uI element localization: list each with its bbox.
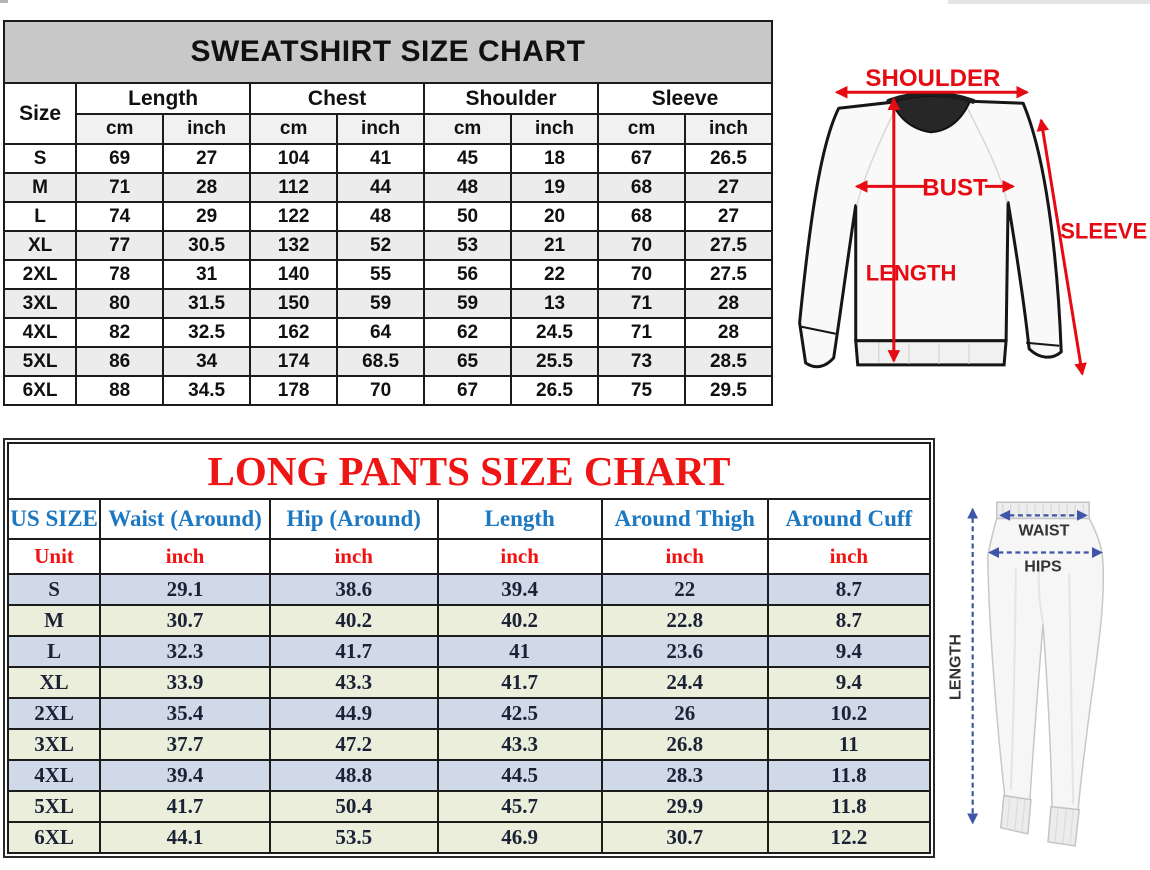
measurement-value: 41 [337,144,424,173]
size-label: XL [4,231,76,260]
measurement-value: 43.3 [270,667,438,698]
measurement-value: 11 [768,729,930,760]
measurement-value: 56 [424,260,511,289]
measurement-value: 67 [424,376,511,405]
measurement-value: 70 [337,376,424,405]
measurement-value: 52 [337,231,424,260]
sweatshirt-table-row [4,318,772,347]
measurement-value: 37.7 [100,729,270,760]
us-size-column-header: US SIZE [8,499,100,539]
measurement-value: 27 [685,202,772,231]
size-label: M [4,173,76,202]
measurement-value: 44.9 [270,698,438,729]
sweatshirt-illustration [788,2,1150,428]
pants-table-row [8,729,930,760]
size-label: 4XL [4,318,76,347]
measurement-value: 48 [337,202,424,231]
measurement-value: 150 [250,289,337,318]
measurement-value: 32.3 [100,636,270,667]
measurement-value: 28.5 [685,347,772,376]
measurement-value: 33.9 [100,667,270,698]
measurement-value: 23.6 [602,636,768,667]
size-label: 4XL [8,760,100,791]
measurement-value: 30.7 [602,822,768,853]
measurement-value: 29.5 [685,376,772,405]
unit-header: inch [511,114,598,144]
sweatshirt-table-row [4,173,772,202]
measurement-value: 22 [602,574,768,605]
sweatshirt-size-chart-table [3,20,773,406]
measurement-value: 42.5 [438,698,602,729]
measurement-value: 34.5 [163,376,250,405]
pants-table-row [8,605,930,636]
pants-table-row [8,760,930,791]
sweatshirt-table-row [4,260,772,289]
unit-header: cm [250,114,337,144]
size-label: 5XL [4,347,76,376]
pants-title-row [8,443,930,499]
measurement-value: 47.2 [270,729,438,760]
measurement-value: 11.8 [768,791,930,822]
measurement-value: 140 [250,260,337,289]
sweatshirt-unit-header-row [4,114,772,144]
measurement-value: 68 [598,173,685,202]
measurement-value: 28 [163,173,250,202]
hips-label: HIPS [1024,557,1062,576]
unit-cell: inch [100,539,270,574]
measurement-value: 41.7 [270,636,438,667]
measurement-value: 53.5 [270,822,438,853]
measurement-value: 26.5 [511,376,598,405]
measurement-value: 9.4 [768,636,930,667]
hip-column-header: Hip (Around) [270,499,438,539]
unit-row-label: Unit [8,539,100,574]
size-label: S [4,144,76,173]
measurement-value: 55 [337,260,424,289]
measurement-value: 69 [76,144,163,173]
measurement-value: 67 [598,144,685,173]
measurement-value: 112 [250,173,337,202]
unit-header: inch [337,114,424,144]
measurement-value: 75 [598,376,685,405]
measurement-value: 24.5 [511,318,598,347]
pants-table-row [8,636,930,667]
measurement-value: 88 [76,376,163,405]
shoulder-label: SHOULDER [865,65,1001,93]
measurement-value: 48 [424,173,511,202]
length-label: LENGTH [865,260,957,286]
measurement-value: 8.7 [768,605,930,636]
measurement-value: 70 [598,231,685,260]
measurement-value: 30.5 [163,231,250,260]
measurement-value: 20 [511,202,598,231]
measurement-value: 68.5 [337,347,424,376]
measurement-value: 74 [76,202,163,231]
measurement-value: 59 [424,289,511,318]
size-label: 6XL [8,822,100,853]
measurement-value: 62 [424,318,511,347]
measurement-value: 46.9 [438,822,602,853]
measurement-value: 122 [250,202,337,231]
measurement-value: 40.2 [270,605,438,636]
measurement-value: 12.2 [768,822,930,853]
long-pants-size-chart-table [7,442,931,854]
sweatshirt-table-row [4,289,772,318]
size-label: M [8,605,100,636]
measurement-value: 41.7 [100,791,270,822]
pants-table-row [8,822,930,853]
pants-unit-row [8,539,930,574]
unit-cell: inch [602,539,768,574]
measurement-value: 29.1 [100,574,270,605]
measurement-value: 70 [598,260,685,289]
length-group-header: Length [76,83,250,114]
sweatshirt-group-header-row [4,83,772,114]
measurement-value: 29.9 [602,791,768,822]
size-label: 6XL [4,376,76,405]
measurement-value: 132 [250,231,337,260]
sweatshirt-drawing [800,94,1062,367]
measurement-value: 43.3 [438,729,602,760]
unit-header: inch [685,114,772,144]
measurement-value: 22.8 [602,605,768,636]
chest-group-header: Chest [250,83,424,114]
measurement-value: 11.8 [768,760,930,791]
unit-cell: inch [270,539,438,574]
measurement-value: 8.7 [768,574,930,605]
sleeve-group-header: Sleeve [598,83,772,114]
measurement-value: 64 [337,318,424,347]
pants-drawing [988,502,1104,846]
measurement-value: 27 [163,144,250,173]
measurement-value: 32.5 [163,318,250,347]
measurement-value: 35.4 [100,698,270,729]
measurement-value: 45 [424,144,511,173]
sweatshirt-table-row [4,376,772,405]
measurement-value: 19 [511,173,598,202]
measurement-value: 82 [76,318,163,347]
measurement-value: 31.5 [163,289,250,318]
measurement-value: 80 [76,289,163,318]
measurement-value: 31 [163,260,250,289]
measurement-value: 10.2 [768,698,930,729]
pants-table-row [8,574,930,605]
length-column-header: Length [438,499,602,539]
unit-cell: inch [438,539,602,574]
measurement-value: 44 [337,173,424,202]
measurement-value: 50.4 [270,791,438,822]
measurement-value: 45.7 [438,791,602,822]
measurement-value: 44.5 [438,760,602,791]
pants-table-row [8,667,930,698]
pants-illustration [938,438,1150,870]
measurement-value: 26.5 [685,144,772,173]
measurement-value: 39.4 [100,760,270,791]
unit-header: cm [76,114,163,144]
measurement-value: 9.4 [768,667,930,698]
measurement-value: 28.3 [602,760,768,791]
measurement-value: 73 [598,347,685,376]
waist-column-header: Waist (Around) [100,499,270,539]
measurement-value: 86 [76,347,163,376]
measurement-value: 50 [424,202,511,231]
measurement-value: 71 [598,289,685,318]
shoulder-group-header: Shoulder [424,83,598,114]
pants-table-row [8,791,930,822]
size-label: S [8,574,100,605]
measurement-value: 174 [250,347,337,376]
measurement-value: 71 [598,318,685,347]
bust-label: BUST [922,174,988,202]
measurement-value: 18 [511,144,598,173]
measurement-value: 40.2 [438,605,602,636]
measurement-value: 26 [602,698,768,729]
sweatshirt-table-row [4,202,772,231]
size-label: 2XL [4,260,76,289]
measurement-value: 178 [250,376,337,405]
measurement-value: 25.5 [511,347,598,376]
measurement-value: 53 [424,231,511,260]
measurement-value: 44.1 [100,822,270,853]
around-cuff-column-header: Around Cuff [768,499,930,539]
measurement-value: 59 [337,289,424,318]
pants-table-row [8,698,930,729]
measurement-value: 26.8 [602,729,768,760]
measurement-value: 48.8 [270,760,438,791]
measurement-value: 27.5 [685,260,772,289]
measurement-value: 30.7 [100,605,270,636]
size-label: 3XL [8,729,100,760]
sweatshirt-title-row [4,21,772,83]
measurement-value: 22 [511,260,598,289]
sweatshirt-table-row [4,347,772,376]
measurement-value: 13 [511,289,598,318]
measurement-value: 27.5 [685,231,772,260]
size-label: XL [8,667,100,698]
cropped-edge-artifact [0,0,8,3]
measurement-value: 34 [163,347,250,376]
measurement-value: 65 [424,347,511,376]
size-label: 5XL [8,791,100,822]
sleeve-label: SLEEVE [1060,218,1148,244]
measurement-value: 78 [76,260,163,289]
pants-column-header-row [8,499,930,539]
measurement-value: 104 [250,144,337,173]
measurement-value: 162 [250,318,337,347]
measurement-value: 68 [598,202,685,231]
unit-header: cm [598,114,685,144]
measurement-value: 21 [511,231,598,260]
waist-label: WAIST [1018,521,1070,540]
sweatshirt-chart-title: SWEATSHIRT SIZE CHART [4,21,772,83]
size-label: 2XL [8,698,100,729]
measurement-value: 77 [76,231,163,260]
unit-cell: inch [768,539,930,574]
unit-header: cm [424,114,511,144]
measurement-value: 38.6 [270,574,438,605]
measurement-value: 24.4 [602,667,768,698]
sweatshirt-table-row [4,144,772,173]
pants-chart-title: LONG PANTS SIZE CHART [8,443,930,499]
measurement-value: 29 [163,202,250,231]
measurement-value: 41 [438,636,602,667]
pants-length-label: LENGTH [946,634,965,701]
size-label: 3XL [4,289,76,318]
measurement-value: 28 [685,318,772,347]
measurement-value: 28 [685,289,772,318]
size-label: L [8,636,100,667]
unit-header: inch [163,114,250,144]
size-column-header: Size [4,83,76,144]
size-label: L [4,202,76,231]
sweatshirt-table-row [4,231,772,260]
around-thigh-column-header: Around Thigh [602,499,768,539]
measurement-value: 71 [76,173,163,202]
measurement-value: 39.4 [438,574,602,605]
measurement-value: 27 [685,173,772,202]
measurement-value: 41.7 [438,667,602,698]
